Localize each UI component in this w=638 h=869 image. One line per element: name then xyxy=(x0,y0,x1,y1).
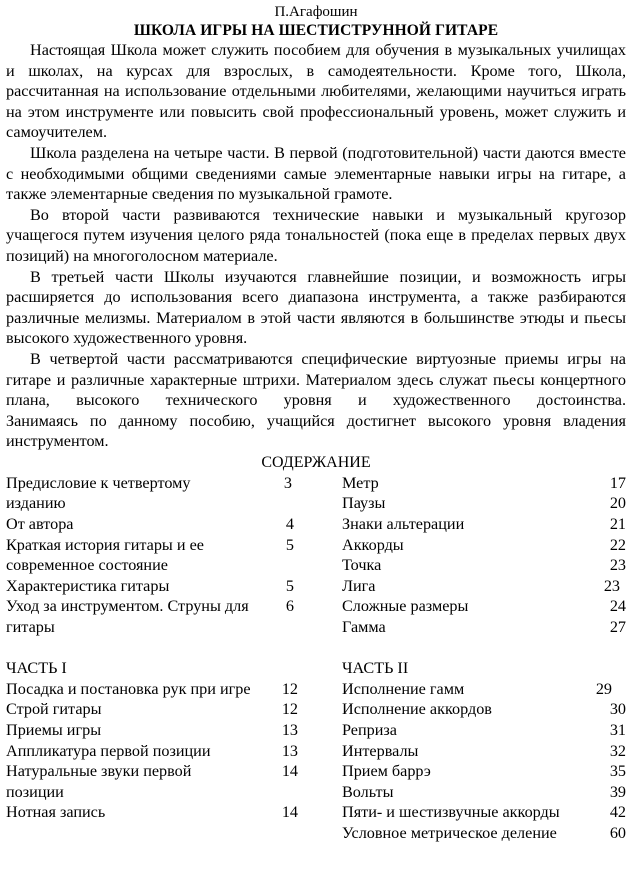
intro-paragraph-3: Во второй части развиваются технические навыки и музыкальный кругозор учащегося путем изучения целого ряда тональностей (пока еще в пределах первых двух позиций) на многоголосном материале. xyxy=(6,205,626,265)
toc-entry-page: 14 xyxy=(281,803,298,822)
toc-entry[interactable] xyxy=(342,493,626,514)
toc-entry-page: 12 xyxy=(281,700,298,719)
toc-entry[interactable] xyxy=(6,699,306,720)
toc-entry-page: 12 xyxy=(281,679,298,698)
toc-entry[interactable] xyxy=(342,823,626,844)
toc-entry-title: Уход за инструментом. Струны для гитары xyxy=(6,597,249,637)
toc-entry[interactable] xyxy=(6,761,306,802)
toc-entry[interactable] xyxy=(6,720,306,741)
toc-entry-page: 20 xyxy=(609,494,626,513)
toc-entry-page: 42 xyxy=(609,803,626,822)
toc-entry[interactable] xyxy=(6,576,306,597)
toc-entry-title: Посадка и постановка рук при игре xyxy=(6,679,251,698)
toc-entry[interactable] xyxy=(342,679,626,700)
toc-entry[interactable] xyxy=(342,802,626,823)
toc-entry[interactable] xyxy=(342,741,626,762)
toc-entry-title: Паузы xyxy=(342,494,386,513)
toc-entry-page: 4 xyxy=(285,515,294,534)
toc-entry-page: 21 xyxy=(609,515,626,534)
toc-entry[interactable] xyxy=(6,679,306,700)
toc-entry-title: Точка xyxy=(342,556,382,575)
toc-entry-page: 29 xyxy=(595,679,612,698)
toc-entry[interactable] xyxy=(6,473,306,514)
toc-entry-page: 13 xyxy=(281,721,298,739)
toc-entry-title: Характеристика гитары xyxy=(6,576,170,595)
toc-entry-page: 32 xyxy=(609,741,626,760)
toc-entry-page: 5 xyxy=(285,576,294,595)
table-of-contents xyxy=(6,473,626,853)
toc-entry-title: Исполнение аккордов xyxy=(342,700,492,719)
toc-entry-page: 23 xyxy=(603,576,620,595)
toc-entry-page: 13 xyxy=(281,741,298,760)
toc-heading: СОДЕРЖАНИЕ xyxy=(261,453,371,471)
part1-label: ЧАСТЬ I xyxy=(6,659,67,678)
toc-entry[interactable] xyxy=(342,535,626,556)
toc-entry-title: Интервалы xyxy=(342,741,419,760)
toc-entry-title: Краткая история гитары и ее современное состояние xyxy=(6,535,204,575)
intro-paragraph-1: Настоящая Школа может служить пособием для обучения в музыкальных училищах и школах, на курсах для взрослых, в самодеятельности. Кроме того, Школа, рассчитанная на использование отдельными любителями, желающими научиться играть на этом инструменте или повысить свой профессиональный уровень, может служить и самоучителем. xyxy=(6,41,626,142)
toc-entry-page: 23 xyxy=(609,556,626,575)
intro-paragraph-4: В третьей части Школы изучаются главнейшие позиции, и возможность игры расширяется до использования всего диапазона инструмента, а также разбираются различные мелизмы. Материалом в этой части являются в большинстве этюды и пьесы высокого художественного уровня. xyxy=(6,267,626,348)
intro-paragraph-6: Занимаясь по данному пособию, учащийся достигнет высокого уровня владения инструментом. xyxy=(6,411,626,451)
toc-entry[interactable] xyxy=(6,596,306,637)
toc-entry[interactable] xyxy=(6,802,306,823)
toc-entry[interactable] xyxy=(342,555,626,576)
toc-entry-title: От автора xyxy=(6,515,74,534)
toc-entry-title: Реприза xyxy=(342,721,397,739)
toc-entry-title: Нотная запись xyxy=(6,803,106,822)
toc-entry-page: 31 xyxy=(609,721,626,739)
toc-entry-title: Аккорды xyxy=(342,535,404,554)
toc-entry[interactable] xyxy=(342,596,626,617)
toc-entry[interactable] xyxy=(342,617,626,638)
toc-entry-title: Исполнение гамм xyxy=(342,679,465,698)
toc-entry-title: Сложные размеры xyxy=(342,597,469,616)
toc-entry-page: 24 xyxy=(609,597,626,616)
toc-entry-page: 17 xyxy=(609,473,626,492)
toc-entry-title: Условное метрическое деление xyxy=(342,823,557,842)
part2-label: ЧАСТЬ II xyxy=(342,659,409,678)
toc-left-column xyxy=(6,473,306,823)
toc-entry-title: Натуральные звуки первой позиции xyxy=(6,762,192,801)
toc-entry[interactable] xyxy=(342,761,626,782)
toc-entry-title: Вольты xyxy=(342,782,394,801)
toc-entry[interactable] xyxy=(342,720,626,741)
toc-entry-title: Строй гитары xyxy=(6,700,102,719)
toc-entry-title: Приемы игры xyxy=(6,721,102,739)
toc-entry-title: Предисловие к четвертому изданию xyxy=(6,473,191,513)
toc-entry-title: Гамма xyxy=(342,618,386,637)
toc-entry-page: 22 xyxy=(609,535,626,554)
toc-entry[interactable] xyxy=(6,514,306,535)
toc-entry-title: Лига xyxy=(342,576,376,595)
page-title: ШКОЛА ИГРЫ НА ШЕСТИСТРУННОЙ ГИТАРЕ xyxy=(133,22,499,39)
toc-entry-title: Метр xyxy=(342,473,379,492)
toc-entry-title: Пяти- и шестизвучные аккорды xyxy=(342,803,560,822)
toc-entry-title: Прием баррэ xyxy=(342,762,431,781)
toc-entry[interactable] xyxy=(6,535,306,576)
document-page xyxy=(6,0,626,853)
toc-entry[interactable] xyxy=(342,576,626,597)
toc-entry[interactable] xyxy=(342,699,626,720)
toc-entry-page: 60 xyxy=(609,823,626,842)
intro-paragraph-5: В четвертой части рассматриваются специфические виртуозные приемы игры на гитаре и различные характерные штрихи. Материалом здесь служат пьесы концертного плана, высокого технического уровня и художественного достоинства. xyxy=(6,349,626,410)
toc-entry-title: Аппликатура первой позиции xyxy=(6,741,211,760)
toc-entry-page: 14 xyxy=(281,762,298,781)
toc-entry-page: 27 xyxy=(609,618,626,637)
toc-entry-page: 3 xyxy=(283,473,292,492)
toc-entry-page: 39 xyxy=(609,782,626,801)
toc-entry[interactable] xyxy=(6,741,306,762)
toc-right-column xyxy=(342,473,626,844)
intro-paragraph-2: Школа разделена на четыре части. В первой (подготовительной) части даются вместе с необходимыми общими сведениями самые элементарные навыки игры на гитаре, а также элементарные сведения по музыкальной грамоте. xyxy=(6,143,626,204)
toc-entry[interactable] xyxy=(342,782,626,803)
toc-entry[interactable] xyxy=(342,473,626,494)
toc-entry-page: 30 xyxy=(609,700,626,719)
toc-entry-title: Знаки альтерации xyxy=(342,515,465,534)
toc-entry[interactable] xyxy=(342,514,626,535)
toc-entry-page: 35 xyxy=(609,762,626,781)
author-name: П.Агафошин xyxy=(274,4,358,20)
toc-entry-page: 6 xyxy=(285,597,294,616)
toc-entry-page: 5 xyxy=(285,535,294,554)
